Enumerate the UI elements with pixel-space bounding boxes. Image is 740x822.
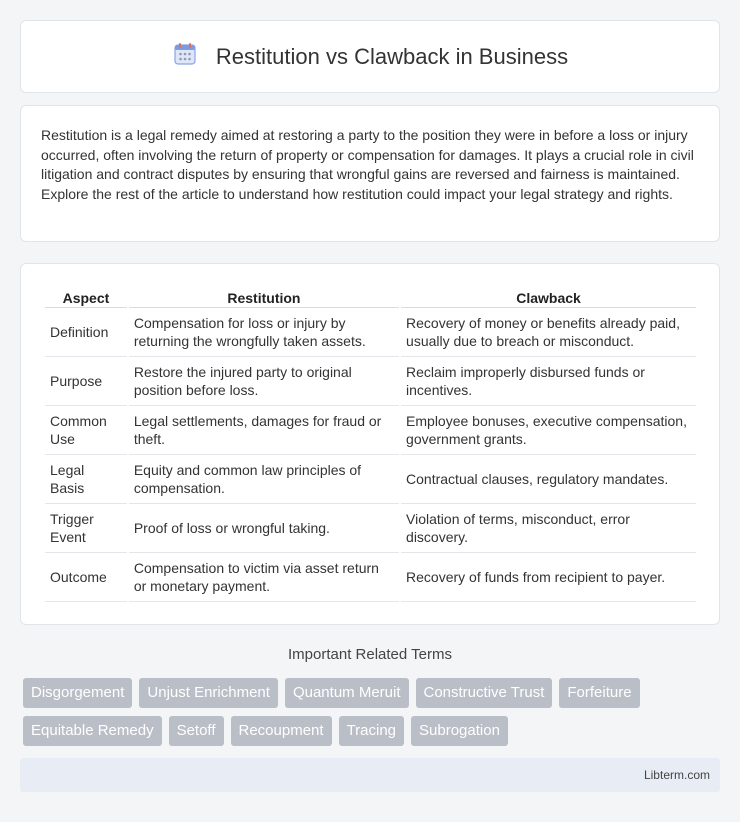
header-restitution: Restitution (129, 286, 399, 308)
table-row (45, 406, 696, 455)
row-restitution: Proof of loss or wrongful taking. (129, 504, 399, 553)
table-row (45, 455, 696, 504)
row-aspect: Definition (45, 308, 127, 357)
row-aspect: Legal Basis (45, 455, 127, 504)
row-restitution: Restore the injured party to original position before loss. (129, 357, 399, 406)
related-term-tag[interactable]: Unjust Enrichment (139, 678, 278, 708)
row-clawback: Employee bonuses, executive compensation, government grants. (401, 406, 696, 455)
table-row (45, 553, 696, 602)
table-row (45, 504, 696, 553)
footer (20, 758, 720, 792)
table-row (45, 308, 696, 357)
intro-text: Restitution is a legal remedy aimed at restoring a party to the position they were in before a loss or injury occurred, often involving the return of property or compensation for damages. It plays a crucial role in civil litigation and contract disputes by ensuring that wrongful gains are reversed and fairness is maintained. Explore the rest of the article to understand how restitution could impact your legal strategy and rights. (41, 127, 694, 202)
row-clawback: Contractual clauses, regulatory mandates. (401, 455, 696, 504)
comparison-table (43, 286, 698, 602)
title-wrap (172, 41, 568, 72)
page-title: Restitution vs Clawback in Business (215, 43, 569, 69)
calendar-icon (172, 41, 198, 72)
related-terms-title: Important Related Terms (288, 646, 452, 663)
row-clawback: Recovery of money or benefits already paid, usually due to breach or misconduct. (401, 308, 696, 357)
related-term-tag[interactable]: Tracing (339, 716, 404, 746)
related-term-tag[interactable]: Forfeiture (559, 678, 639, 708)
header-aspect: Aspect (45, 286, 127, 308)
related-term-tag[interactable]: Subrogation (411, 716, 508, 746)
table-row (45, 357, 696, 406)
row-clawback: Violation of terms, misconduct, error discovery. (401, 504, 696, 553)
row-aspect: Purpose (45, 357, 127, 406)
related-term-tag[interactable]: Constructive Trust (416, 678, 553, 708)
row-aspect: Common Use (45, 406, 127, 455)
related-term-tag[interactable]: Recoupment (231, 716, 332, 746)
related-term-tag[interactable]: Equitable Remedy (23, 716, 162, 746)
related-term-tag[interactable]: Quantum Meruit (285, 678, 409, 708)
header-clawback: Clawback (401, 286, 696, 308)
footer-site-link[interactable]: Libterm.com (643, 768, 710, 782)
comparison-table-card (20, 263, 720, 625)
row-restitution: Legal settlements, damages for fraud or theft. (129, 406, 399, 455)
intro-card (20, 105, 720, 242)
table-header-row (45, 286, 696, 308)
row-aspect: Outcome (45, 553, 127, 602)
row-clawback: Reclaim improperly disbursed funds or incentives. (401, 357, 696, 406)
header-card (20, 20, 720, 93)
related-terms-list (23, 678, 703, 746)
row-restitution: Equity and common law principles of compensation. (129, 455, 399, 504)
related-term-tag[interactable]: Setoff (169, 716, 224, 746)
row-restitution: Compensation for loss or injury by returning the wrongfully taken assets. (129, 308, 399, 357)
row-aspect: Trigger Event (45, 504, 127, 553)
row-clawback: Recovery of funds from recipient to payer. (401, 553, 696, 602)
row-restitution: Compensation to victim via asset return or monetary payment. (129, 553, 399, 602)
related-term-tag[interactable]: Disgorgement (23, 678, 132, 708)
